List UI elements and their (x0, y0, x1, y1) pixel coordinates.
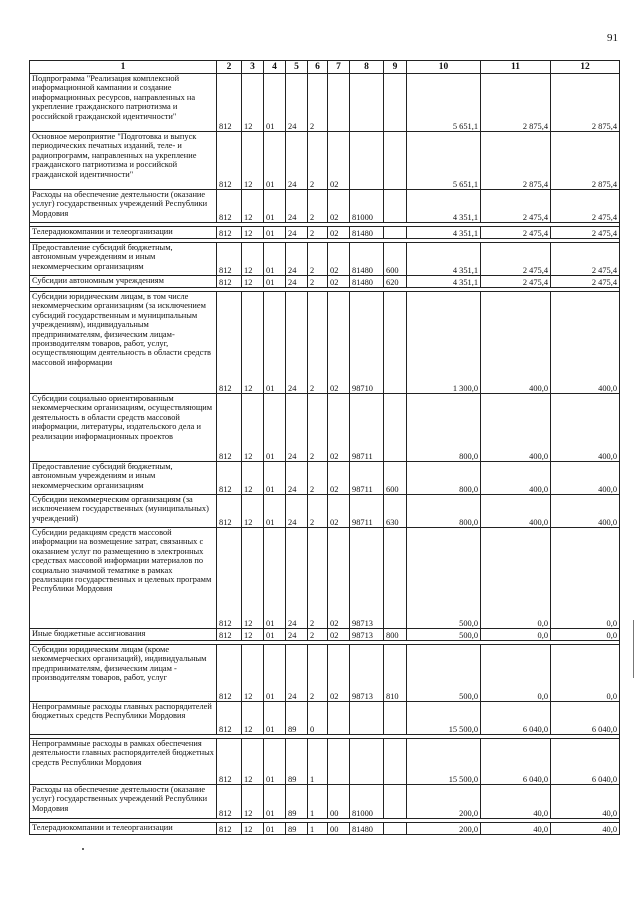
cell-col-8: 98713 (350, 645, 384, 702)
cell-col-5: 89 (286, 823, 308, 835)
cell-col-11: 400,0 (481, 394, 551, 462)
cell-col-8: 81480 (350, 823, 384, 835)
cell-col-7: 02 (328, 227, 350, 239)
cell-col-5: 89 (286, 739, 308, 785)
cell-col-5: 24 (286, 462, 308, 495)
table-row (30, 190, 620, 223)
cell-col-4: 01 (264, 495, 286, 528)
row-description: Субсидии автономным учреждениям (30, 276, 217, 288)
row-description: Субсидии социально ориентированным некоммерческим организациям, осуществляющим деятельность в области средств массовой информации, литературы, издательского дела и реализации информационных проектов (30, 394, 217, 462)
cell-col-12: 2 475,4 (551, 190, 620, 223)
cell-col-12: 0,0 (551, 645, 620, 702)
cell-col-7: 02 (328, 394, 350, 462)
cell-col-8: 81480 (350, 276, 384, 288)
cell-col-11: 0,0 (481, 645, 551, 702)
page-number: 91 (607, 32, 618, 44)
cell-col-9 (384, 702, 407, 735)
cell-col-11: 0,0 (481, 629, 551, 641)
cell-col-11: 6 040,0 (481, 739, 551, 785)
table-row (30, 394, 620, 462)
column-header-2: 2 (217, 61, 242, 74)
cell-col-9 (384, 739, 407, 785)
cell-col-2: 812 (217, 462, 242, 495)
cell-col-12: 400,0 (551, 462, 620, 495)
column-header-4: 4 (264, 61, 286, 74)
cell-col-4: 01 (264, 702, 286, 735)
cell-col-2: 812 (217, 629, 242, 641)
cell-col-12: 2 875,4 (551, 132, 620, 190)
cell-col-12: 2 475,4 (551, 276, 620, 288)
cell-col-6: 2 (308, 243, 328, 276)
cell-col-6: 0 (308, 702, 328, 735)
cell-col-4: 01 (264, 394, 286, 462)
cell-col-3: 12 (242, 823, 264, 835)
cell-col-3: 12 (242, 292, 264, 394)
cell-col-8: 98711 (350, 394, 384, 462)
cell-col-8 (350, 132, 384, 190)
cell-col-5: 89 (286, 785, 308, 819)
cell-col-10: 200,0 (407, 823, 481, 835)
cell-col-12: 6 040,0 (551, 739, 620, 785)
cell-col-6: 2 (308, 495, 328, 528)
cell-col-9 (384, 394, 407, 462)
cell-col-11: 6 040,0 (481, 702, 551, 735)
cell-col-12: 6 040,0 (551, 702, 620, 735)
row-description: Иные бюджетные ассигнования (30, 629, 217, 641)
cell-col-8: 81000 (350, 190, 384, 223)
cell-col-10: 200,0 (407, 785, 481, 819)
cell-col-2: 812 (217, 645, 242, 702)
table-row (30, 702, 620, 735)
cell-col-7: 00 (328, 823, 350, 835)
cell-col-5: 24 (286, 292, 308, 394)
cell-col-2: 812 (217, 785, 242, 819)
cell-col-9 (384, 132, 407, 190)
cell-col-9 (384, 292, 407, 394)
cell-col-3: 12 (242, 394, 264, 462)
row-description: Субсидии некоммерческим организациям (за исключением государственных (муниципальных) учреждений) (30, 495, 217, 528)
column-header-8: 8 (350, 61, 384, 74)
cell-col-4: 01 (264, 292, 286, 394)
column-header-11: 11 (481, 61, 551, 74)
cell-col-7 (328, 702, 350, 735)
cell-col-5: 24 (286, 645, 308, 702)
budget-table (29, 60, 620, 835)
row-description: Расходы на обеспечение деятельности (оказание услуг) государственных учреждений Республики Мордовия (30, 190, 217, 223)
cell-col-6: 2 (308, 629, 328, 641)
cell-col-3: 12 (242, 702, 264, 735)
cell-col-6: 1 (308, 785, 328, 819)
table-row (30, 528, 620, 629)
column-header-12: 12 (551, 61, 620, 74)
cell-col-12: 0,0 (551, 629, 620, 641)
cell-col-3: 12 (242, 785, 264, 819)
cell-col-10: 15 500,0 (407, 739, 481, 785)
table-row (30, 645, 620, 702)
cell-col-6: 1 (308, 823, 328, 835)
cell-col-10: 4 351,1 (407, 243, 481, 276)
cell-col-11: 2 875,4 (481, 74, 551, 132)
cell-col-5: 24 (286, 528, 308, 629)
cell-col-3: 12 (242, 190, 264, 223)
column-header-5: 5 (286, 61, 308, 74)
row-description: Подпрограмма "Реализация комплексной информационной кампании и создание информационных ресурсов, направленных на укрепление гражданского патриотизма и российской гражданской идентичности" (30, 74, 217, 132)
cell-col-3: 12 (242, 132, 264, 190)
cell-col-12: 0,0 (551, 528, 620, 629)
row-description: Телерадиокомпании и телеорганизации (30, 823, 217, 835)
cell-col-3: 12 (242, 528, 264, 629)
table-row (30, 495, 620, 528)
cell-col-10: 4 351,1 (407, 227, 481, 239)
row-description: Предоставление субсидий бюджетным, автономным учреждениям и иным некоммерческим организациям (30, 462, 217, 495)
cell-col-7: 02 (328, 132, 350, 190)
cell-col-8 (350, 702, 384, 735)
cell-col-5: 24 (286, 74, 308, 132)
cell-col-7: 02 (328, 462, 350, 495)
cell-col-6: 2 (308, 227, 328, 239)
cell-col-9 (384, 227, 407, 239)
cell-col-12: 2 475,4 (551, 243, 620, 276)
cell-col-11: 400,0 (481, 462, 551, 495)
cell-col-3: 12 (242, 74, 264, 132)
cell-col-7: 02 (328, 495, 350, 528)
cell-col-5: 24 (286, 276, 308, 288)
cell-col-7: 02 (328, 645, 350, 702)
cell-col-8: 81480 (350, 243, 384, 276)
cell-col-2: 812 (217, 132, 242, 190)
cell-col-6: 2 (308, 394, 328, 462)
cell-col-2: 812 (217, 190, 242, 223)
cell-col-4: 01 (264, 785, 286, 819)
cell-col-5: 24 (286, 190, 308, 223)
table-row (30, 243, 620, 276)
row-description: Непрограммные расходы главных распорядителей бюджетных средств Республики Мордовия (30, 702, 217, 735)
column-header-1: 1 (30, 61, 217, 74)
cell-col-3: 12 (242, 629, 264, 641)
table-row (30, 292, 620, 394)
column-header-6: 6 (308, 61, 328, 74)
cell-col-2: 812 (217, 823, 242, 835)
table-row (30, 132, 620, 190)
cell-col-11: 40,0 (481, 785, 551, 819)
cell-col-2: 812 (217, 528, 242, 629)
cell-col-4: 01 (264, 74, 286, 132)
cell-col-9 (384, 190, 407, 223)
cell-col-12: 40,0 (551, 823, 620, 835)
cell-col-9: 620 (384, 276, 407, 288)
header-row (30, 61, 620, 74)
cell-col-12: 2 475,4 (551, 227, 620, 239)
cell-col-8: 98713 (350, 528, 384, 629)
cell-col-11: 2 475,4 (481, 227, 551, 239)
table-row (30, 823, 620, 835)
scan-artifact-line (633, 620, 634, 678)
cell-col-6: 2 (308, 74, 328, 132)
table-row (30, 74, 620, 132)
row-description: Основное мероприятие "Подготовка и выпуск периодических печатных изданий, теле- и радиопрограмм, направленных на укрепление гражданского патриотизма и российской гражданской идентичности" (30, 132, 217, 190)
cell-col-9 (384, 823, 407, 835)
cell-col-11: 2 475,4 (481, 243, 551, 276)
cell-col-10: 800,0 (407, 495, 481, 528)
cell-col-10: 4 351,1 (407, 276, 481, 288)
cell-col-5: 24 (286, 132, 308, 190)
table-row (30, 227, 620, 239)
cell-col-7: 02 (328, 190, 350, 223)
cell-col-2: 812 (217, 739, 242, 785)
cell-col-10: 500,0 (407, 528, 481, 629)
cell-col-10: 1 300,0 (407, 292, 481, 394)
table-row (30, 739, 620, 785)
row-description: Субсидии редакциям средств массовой информации на возмещение затрат, связанных с оказанием услуг по размещению в электронных средствах массовой информации материалов по социально значимой тематике в рамках реализации государственных и целевых программ Республики Мордовия (30, 528, 217, 629)
cell-col-6: 2 (308, 276, 328, 288)
cell-col-11: 400,0 (481, 292, 551, 394)
cell-col-7: 02 (328, 276, 350, 288)
row-description: Расходы на обеспечение деятельности (оказание услуг) государственных учреждений Республики Мордовия (30, 785, 217, 819)
cell-col-11: 0,0 (481, 528, 551, 629)
table-row (30, 785, 620, 819)
cell-col-9 (384, 785, 407, 819)
cell-col-4: 01 (264, 227, 286, 239)
cell-col-9: 630 (384, 495, 407, 528)
cell-col-12: 400,0 (551, 394, 620, 462)
cell-col-11: 2 875,4 (481, 132, 551, 190)
cell-col-2: 812 (217, 292, 242, 394)
cell-col-12: 400,0 (551, 292, 620, 394)
cell-col-2: 812 (217, 74, 242, 132)
cell-col-6: 2 (308, 292, 328, 394)
cell-col-11: 2 475,4 (481, 190, 551, 223)
cell-col-6: 2 (308, 645, 328, 702)
cell-col-7: 02 (328, 292, 350, 394)
cell-col-3: 12 (242, 739, 264, 785)
cell-col-8 (350, 74, 384, 132)
cell-col-2: 812 (217, 702, 242, 735)
cell-col-5: 24 (286, 394, 308, 462)
cell-col-5: 24 (286, 495, 308, 528)
cell-col-10: 800,0 (407, 394, 481, 462)
cell-col-4: 01 (264, 823, 286, 835)
cell-col-7: 02 (328, 629, 350, 641)
cell-col-8: 98710 (350, 292, 384, 394)
row-description: Субсидии юридическим лицам (кроме некоммерческих организаций), индивидуальным предпринимателям, физическим лицам - производителям товаров, работ, услуг (30, 645, 217, 702)
cell-col-4: 01 (264, 528, 286, 629)
cell-col-5: 24 (286, 243, 308, 276)
cell-col-2: 812 (217, 495, 242, 528)
cell-col-3: 12 (242, 495, 264, 528)
cell-col-4: 01 (264, 190, 286, 223)
cell-col-5: 24 (286, 227, 308, 239)
cell-col-7: 02 (328, 528, 350, 629)
cell-col-4: 01 (264, 645, 286, 702)
cell-col-7: 02 (328, 243, 350, 276)
scan-artifact-dot (82, 848, 84, 850)
cell-col-6: 2 (308, 462, 328, 495)
cell-col-9: 600 (384, 462, 407, 495)
cell-col-12: 2 875,4 (551, 74, 620, 132)
cell-col-6: 2 (308, 528, 328, 629)
cell-col-8: 98711 (350, 495, 384, 528)
cell-col-2: 812 (217, 243, 242, 276)
cell-col-2: 812 (217, 276, 242, 288)
column-header-7: 7 (328, 61, 350, 74)
cell-col-10: 15 500,0 (407, 702, 481, 735)
cell-col-4: 01 (264, 462, 286, 495)
cell-col-11: 40,0 (481, 823, 551, 835)
cell-col-3: 12 (242, 462, 264, 495)
table-row (30, 629, 620, 641)
cell-col-2: 812 (217, 227, 242, 239)
cell-col-10: 5 651,1 (407, 74, 481, 132)
cell-col-7 (328, 739, 350, 785)
cell-col-3: 12 (242, 243, 264, 276)
cell-col-10: 5 651,1 (407, 132, 481, 190)
row-description: Непрограммные расходы в рамках обеспечения деятельности главных распорядителей бюджетных средств Республики Мордовия (30, 739, 217, 785)
cell-col-12: 40,0 (551, 785, 620, 819)
cell-col-8: 98713 (350, 629, 384, 641)
column-header-9: 9 (384, 61, 407, 74)
cell-col-10: 500,0 (407, 645, 481, 702)
cell-col-3: 12 (242, 276, 264, 288)
cell-col-2: 812 (217, 394, 242, 462)
cell-col-8: 81480 (350, 227, 384, 239)
cell-col-7 (328, 74, 350, 132)
cell-col-10: 4 351,1 (407, 190, 481, 223)
cell-col-10: 500,0 (407, 629, 481, 641)
cell-col-9: 810 (384, 645, 407, 702)
row-description: Телерадиокомпании и телеорганизации (30, 227, 217, 239)
cell-col-11: 400,0 (481, 495, 551, 528)
cell-col-7: 00 (328, 785, 350, 819)
table-row (30, 276, 620, 288)
cell-col-5: 24 (286, 629, 308, 641)
cell-col-11: 2 475,4 (481, 276, 551, 288)
cell-col-10: 800,0 (407, 462, 481, 495)
cell-col-9 (384, 74, 407, 132)
column-header-3: 3 (242, 61, 264, 74)
row-description: Предоставление субсидий бюджетным, автономным учреждениям и иным некоммерческим организациям (30, 243, 217, 276)
cell-col-8: 98711 (350, 462, 384, 495)
cell-col-4: 01 (264, 243, 286, 276)
cell-col-4: 01 (264, 629, 286, 641)
cell-col-6: 2 (308, 190, 328, 223)
cell-col-4: 01 (264, 276, 286, 288)
cell-col-4: 01 (264, 132, 286, 190)
column-header-10: 10 (407, 61, 481, 74)
row-description: Субсидии юридическим лицам, в том числе некоммерческим организациям (за исключением субсидий государственным и муниципальным учреждениям), индивидуальным предпринимателям, физическим лицам- производителям товаров, работ, услуг, осуществляющим деятельность в области средств массовой информации (30, 292, 217, 394)
cell-col-8 (350, 739, 384, 785)
table-row (30, 462, 620, 495)
cell-col-8: 81000 (350, 785, 384, 819)
cell-col-3: 12 (242, 227, 264, 239)
cell-col-4: 01 (264, 739, 286, 785)
cell-col-3: 12 (242, 645, 264, 702)
cell-col-12: 400,0 (551, 495, 620, 528)
cell-col-6: 2 (308, 132, 328, 190)
cell-col-5: 89 (286, 702, 308, 735)
cell-col-6: 1 (308, 739, 328, 785)
cell-col-9 (384, 528, 407, 629)
table-body (30, 74, 620, 835)
cell-col-9: 800 (384, 629, 407, 641)
cell-col-9: 600 (384, 243, 407, 276)
